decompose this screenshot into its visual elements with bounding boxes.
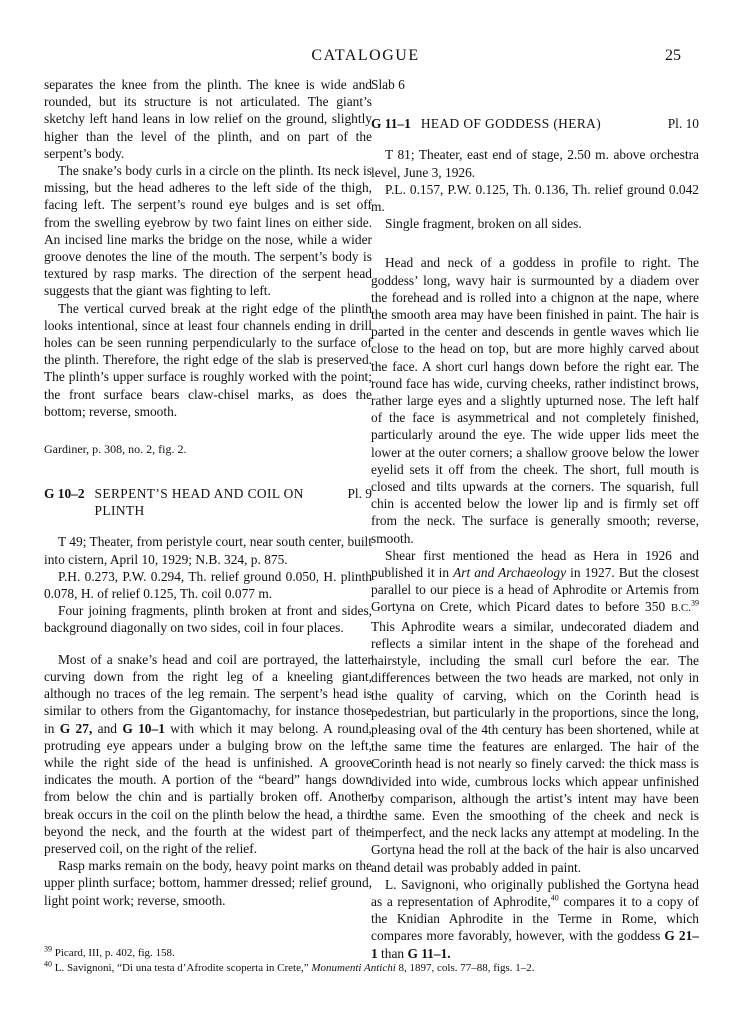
slab-label: Slab 6 (371, 77, 405, 92)
entry-heading-g11-1 (371, 115, 699, 132)
running-head-title: CATALOGUE (311, 47, 420, 64)
footnotes (44, 946, 704, 975)
entry-title: SERPENT’S HEAD AND COIL ON PLINTH (94, 486, 304, 519)
description-paragraph: Most of a snake’s head and coil are portrayed, the latter curving down from the right leg of a kneeling giant, although no traces of the leg remain. The serpent’s head is similar to others from the Gigantomachy, for instance those in G 27, and G 10–1 with which it may belong. A round, protruding eye appears under a bulging brow on the left, while the right side of the head is unfinished. A groove indicates the mouth. A portion of the “beard” hangs down from below the chin and is partially broken off. Another break occurs in the coil on the plinth below the head, a third beyond the neck, and the fourth at the widest part of the preserved coil, on the right of the relief. (44, 651, 372, 856)
running-head (0, 44, 731, 68)
entry-title: HEAD OF GODDESS (HERA) (420, 116, 602, 132)
footnote-marker: 39 (691, 599, 699, 609)
plate-reference: Pl. 10 (667, 116, 699, 132)
footnote-number: 40 (44, 958, 52, 968)
find-info: T 81; Theater, east end of stage, 2.50 m. above orchestra level, June 3, 1926. (371, 147, 699, 180)
footnote-number: 39 (44, 944, 52, 954)
left-column (44, 76, 372, 909)
condition: Single fragment, broken on all sides. (385, 216, 582, 232)
entry-heading-g10-2 (44, 485, 372, 519)
cross-reference: G 10–1 (122, 720, 165, 736)
cross-reference: G 21–1 (371, 928, 699, 961)
dimensions: P.H. 0.273, P.W. 0.294, Th. relief ground 0.050, H. plinth 0.078, H. of relief 0.125, Th. coil 0.077 m. (44, 568, 372, 602)
description-paragraph: Head and neck of a goddess in profile to right. The goddess’ long, wavy hair is surmounted by a diadem over the forehead and is rolled into a chignon at the nape, where the smooth area may have been finished in paint. The hair is parted in the center and descends in gentle waves which lie close to the head on top, but are more highly carved about the face. A short curl hangs down before the right ear. The round face has wide, curving cheeks, rather indistinct brows, rather large eyes and a slightly upturned nose. The left half of the face is asymmetrical and not completely finished, particularly around the eye. The wide upper lids meet the lower at the outer corners; a shallow groove below the lower eyelid sets it off from the cheek. The short, full mouth is closed and tilts upwards at the corners. The squarish, full chin is accented below the lower lip and is firmly set off from the neck. The surface is generally smooth; reverse, smooth. (371, 255, 699, 546)
comparison-paragraph: Shear first mentioned the head as Hera in 1926 and published it in Art and Archaeology in 1927. But the closest parallel to our piece is a head of Aphrodite or Artemis from Gortyna on Crete, which Picard dates to before 350 B.C.$^{39}$ This Aphrodite wears a similar, undecorated diadem and reflects a similar intent in the shape of the forehead and hairstyle, including the small curl before the ear. The differences between the two heads are marked, not only in the quality of carving, which on the Corinth head is pedestrian, but particularly in the proportions, since the long, pleasing oval of the 4th century has been shortened, while at the same time the features are enlarged. The hair of the Corinth head is not nearly so finely carved: the thick mass is divided into wide, cumbrous locks which appear unfinished by comparison, although the artist’s intent may have been the same. Even the smoothing of the cheek and neck is imperfect, and the neck lacks any attempt at modeling. In the Gortyna head the roll at the back of the hair is also uncarved and detail was probably added in paint. (371, 547, 699, 875)
right-column (371, 76, 699, 962)
condition: Four joining fragments, plinth broken at front and sides, background diagonally on two sides, coil in four places. (44, 603, 372, 636)
find-info: T 49; Theater, from peristyle court, near south center, built into cistern, April 10, 1929; N.B. 324, p. 875. (44, 534, 372, 567)
page-number: 25 (665, 47, 681, 64)
era-abbreviation: B.C. (670, 602, 691, 615)
entry-id: G 10–2 (44, 486, 85, 502)
journal-title: Monumenti Antichi (311, 961, 396, 974)
footnote-40: $^{40}$ L. Savignoni, “Di una testa d’Afrodite scoperta in Crete,” Monumenti Antichi 8, 1897, cols. 77–88, figs. 1–2. (44, 958, 535, 974)
paragraph-plinth-break: The vertical curved break at the right edge of the plinth looks intentional, since at least four channels ending in drill holes can be seen running perpendicularly to the surface of the plinth. Therefore, the right edge of the slab is preserved. The plinth’s upper surface is roughly worked with the point; the front surface bears claw-chisel marks, as does the bottom; reverse, smooth. (44, 300, 372, 419)
entry-id: G 11–1 (371, 116, 411, 132)
paragraph-serpent-body: The snake’s body curls in a circle on the plinth. Its neck is missing, but the head adheres to the left side of the thigh, facing left. The serpent’s round eye bulges and is set off from the swelling eyebrow by two faint lines on either side. An incised line marks the bridge on the nose, while a wider groove denotes the line of the mouth. The serpent’s body is textured by rasp marks. The direction of the serpent head suggests that the giant was fighting to left. (44, 163, 372, 299)
dimensions: P.L. 0.157, P.W. 0.125, Th. 0.136, Th. relief ground 0.042 m. (371, 181, 699, 215)
cross-reference: G 27, (59, 720, 93, 736)
continued-paragraph: separates the knee from the plinth. The knee is wide and rounded, but its structure is not articulated. The giant’s sketchy left hand leans in low relief on the ground, slightly higher than the level of the plinth, and on part of the serpent’s body. (44, 77, 372, 161)
journal-title: Art and Archaeology (453, 565, 567, 581)
surface-paragraph: Rasp marks remain on the body, heavy point marks on the upper plinth surface; bottom, hammer dressed; relief ground, light point work; reverse, smooth. (44, 858, 372, 908)
bibliography-note: Gardiner, p. 308, no. 2, fig. 2. (44, 442, 187, 457)
cross-reference: G 11–1. (407, 945, 451, 961)
footnote-marker: 40 (550, 893, 559, 903)
footnote-39: $^{39}$ Picard, III, p. 402, fig. 158. (44, 944, 175, 959)
plate-reference: Pl. 9 (347, 486, 372, 502)
savignoni-paragraph: L. Savignoni, who originally published the Gortyna head as a representation of Aphrodite,$^{40}$ compares it to a copy of the Knidian Aphrodite in the Terme in Rome, which compares more favorably, however, with the goddess G 21–1 than G 11–1. (371, 876, 699, 961)
